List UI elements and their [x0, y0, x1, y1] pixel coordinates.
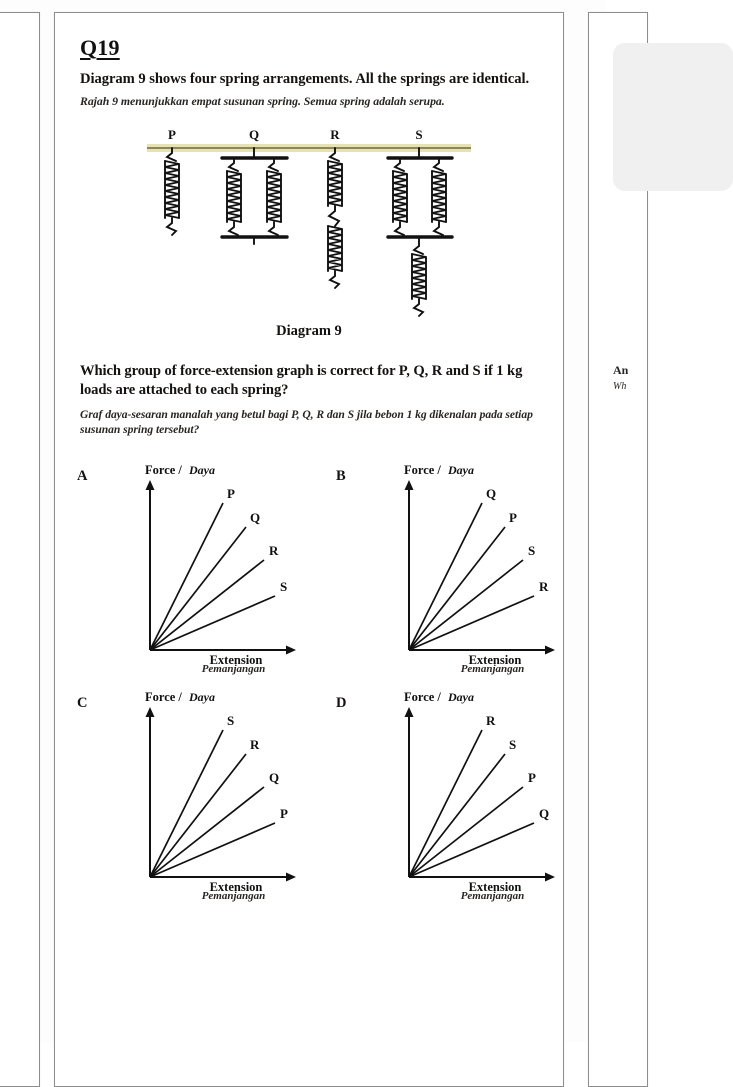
option-c-label-4: P [280, 805, 288, 821]
option-d-y-axis-label-ms: Daya [448, 689, 474, 704]
option-b-line-1 [409, 503, 482, 650]
question-page-card[interactable] [54, 12, 564, 1087]
option-a-line-4 [150, 596, 275, 650]
option-a-label-4: S [280, 578, 288, 594]
option-a-line-2 [150, 527, 246, 650]
s-left-coil [393, 171, 407, 222]
option-b-y-arrow [405, 480, 414, 490]
option-b-label-3: S [528, 542, 536, 558]
option-b-x-axis-label-en: Extension [468, 652, 522, 667]
option-d-x-axis-label-en: Extension [468, 879, 522, 894]
option-b-svg [362, 460, 567, 665]
r-upper-coil [328, 161, 342, 206]
option-b-lines [409, 503, 534, 650]
option-c-label-2: R [250, 736, 260, 752]
option-d-line-3 [409, 787, 523, 877]
option-a-lines [150, 503, 275, 650]
r-middle-connector [329, 206, 339, 226]
option-c-line-3 [150, 787, 264, 877]
q-left-hook-top [229, 158, 238, 171]
option-b-line-4 [409, 596, 534, 650]
question-number: Q19 [80, 35, 120, 60]
option-b[interactable] [336, 460, 595, 675]
spring-label-q: Q [248, 127, 260, 142]
option-a-y-axis-label-ms: Daya [189, 462, 215, 477]
option-b-label-2: P [509, 509, 517, 525]
option-b-line-2 [409, 527, 505, 650]
option-d-label-4: Q [539, 805, 550, 821]
option-c-line-2 [150, 754, 246, 877]
s-right-coil [432, 171, 446, 222]
option-a-graph [103, 460, 336, 675]
option-d-line-1 [409, 730, 482, 877]
option-c-x-axis-label-ms: Pemanjangan [201, 889, 266, 902]
spring-diagram-svg [139, 127, 479, 317]
question-stem-english: Diagram 9 shows four spring arrangements. All the springs are identical. [80, 71, 530, 87]
next-page-thumbnail [613, 43, 733, 191]
option-a-line-3 [150, 560, 264, 650]
option-a-y-axis-label-en: Force / [145, 462, 182, 477]
option-b-label-1: Q [486, 485, 497, 501]
q-left-coil [227, 171, 241, 222]
figure-caption: Diagram 9 [276, 323, 342, 339]
option-a-svg [103, 460, 308, 665]
option-d-line-2 [409, 754, 505, 877]
option-d-label-2: S [509, 736, 517, 752]
q-right-hook-bottom [269, 222, 278, 235]
option-a-line-1 [150, 503, 223, 650]
question-stem-malay: Rajah 9 menunjukkan empat susunan spring. Semua spring adalah serupa. [80, 93, 445, 108]
p-bottom-hook [167, 218, 176, 235]
q-left-hook-bottom [229, 222, 238, 235]
next-page-line-2: Wh [613, 381, 627, 392]
option-d-x-axis-label-ms: Pemanjangan [460, 889, 525, 902]
option-c-line-4 [150, 823, 275, 877]
option-a-label-1: P [227, 485, 235, 501]
option-b-x-axis-label-ms: Pemanjangan [460, 662, 525, 675]
s-bottom-hook [414, 299, 423, 316]
option-c[interactable] [77, 687, 336, 902]
option-c-y-arrow [146, 707, 155, 717]
option-a-y-arrow [146, 480, 155, 490]
question-ask-malay: Graf daya-sesaran manalah yang betul bagi P, Q, R dan S jila bebon 1 kg dikenalan pada setiap susunan spring tersebut? [80, 407, 533, 437]
option-a[interactable] [77, 460, 336, 675]
spring-label-p: P [168, 127, 176, 142]
option-d-line-4 [409, 823, 534, 877]
option-c-y-axis-label-en: Force / [145, 689, 182, 704]
question-ask-english: Which group of force-extension graph is correct for P, Q, R and S if 1 kg loads are attached to each spring? [80, 363, 523, 398]
option-d-label-1: R [486, 712, 496, 728]
option-d-svg [362, 687, 567, 892]
option-a-label-2: Q [250, 509, 261, 525]
option-c-letter: C [77, 694, 88, 711]
option-c-lines [150, 730, 275, 877]
option-b-y-axis-label-ms: Daya [448, 462, 474, 477]
option-c-label-3: Q [269, 769, 280, 785]
s-series-hook-top [414, 246, 423, 254]
option-d-x-arrow [545, 872, 555, 881]
r-bottom-hook [330, 271, 339, 288]
s-left-hook-bottom [395, 222, 404, 235]
option-d-letter: D [336, 694, 347, 711]
option-c-y-axis-label-ms: Daya [189, 689, 215, 704]
option-a-label-3: R [269, 542, 279, 558]
option-d-y-arrow [405, 707, 414, 717]
option-d-label-3: P [528, 769, 536, 785]
option-c-label-1: S [227, 712, 235, 728]
r-lower-coil [328, 226, 342, 271]
next-page-text [613, 363, 647, 392]
s-series-coil [412, 254, 426, 299]
option-a-x-arrow [286, 645, 296, 654]
option-d[interactable] [336, 687, 595, 902]
option-c-graph [103, 687, 336, 902]
option-b-letter: B [336, 467, 346, 484]
spring-label-s: S [415, 127, 423, 142]
option-b-label-4: R [539, 578, 549, 594]
q-right-coil [267, 171, 281, 222]
p-spring-coil [165, 161, 179, 218]
option-a-x-axis-label-en: Extension [209, 652, 263, 667]
option-a-letter: A [77, 467, 88, 484]
next-page-card[interactable] [588, 12, 648, 1087]
next-page-line-1: An [613, 363, 629, 377]
s-right-hook-bottom [434, 222, 443, 235]
q-right-hook-top [269, 158, 278, 171]
option-d-graph [362, 687, 595, 902]
option-b-line-3 [409, 560, 523, 650]
option-b-x-arrow [545, 645, 555, 654]
s-right-hook-top [434, 158, 443, 171]
option-b-y-axis-label-en: Force / [404, 462, 441, 477]
spring-label-r: R [330, 127, 340, 142]
option-d-lines [409, 730, 534, 877]
option-a-x-axis-label-ms: Pemanjangan [201, 662, 266, 675]
option-b-graph [362, 460, 595, 675]
option-c-x-axis-label-en: Extension [209, 879, 263, 894]
option-c-svg [103, 687, 308, 892]
spring-arrangement-figure [77, 127, 541, 340]
s-left-hook-top [395, 158, 404, 171]
previous-page-card[interactable] [0, 12, 40, 1087]
option-d-y-axis-label-en: Force / [404, 689, 441, 704]
answer-options [77, 460, 550, 902]
option-c-x-arrow [286, 872, 296, 881]
option-c-line-1 [150, 730, 223, 877]
